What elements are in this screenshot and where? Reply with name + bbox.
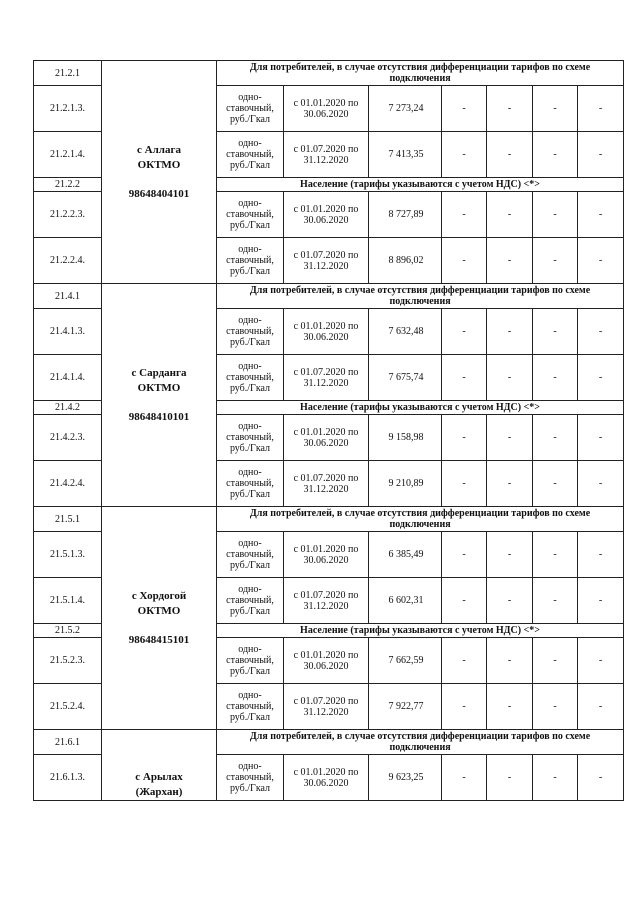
tariff-period: с 01.01.2020 по 30.06.2020 [284,755,369,801]
row-number: 21.4.1 [34,284,102,309]
tariff-value: 9 623,25 [369,755,442,801]
settlement-cell [102,61,217,284]
empty-cell: - [487,638,533,684]
row-number: 21.2.2.3. [34,192,102,238]
empty-cell: - [487,355,533,401]
tariff-value: 9 210,89 [369,461,442,507]
row-number: 21.4.2.3. [34,415,102,461]
section-header: Для потребителей, в случае отсутствия дифференциации тарифов по схеме подключения [217,730,624,755]
tariff-value: 6 385,49 [369,532,442,578]
settlement-name: с Сарданга [131,366,187,379]
oktmo-code: 98648404101 [128,187,190,200]
tariff-table-page [33,60,623,801]
tariff-type: одно-ставочный, руб./Гкал [217,461,284,507]
settlement-name-alt: (Жархан) [135,786,183,798]
tariff-type: одно-ставочный, руб./Гкал [217,532,284,578]
row-number: 21.6.1.3. [34,755,102,801]
empty-cell: - [487,86,533,132]
tariff-period: с 01.07.2020 по 31.12.2020 [284,355,369,401]
empty-cell: - [487,132,533,178]
row-number: 21.5.2.3. [34,638,102,684]
empty-cell: - [533,532,578,578]
empty-cell: - [442,684,487,730]
empty-cell: - [487,755,533,801]
empty-cell: - [487,238,533,284]
tariff-period: с 01.01.2020 по 30.06.2020 [284,415,369,461]
empty-cell: - [442,578,487,624]
empty-cell: - [487,309,533,355]
empty-cell: - [578,238,624,284]
row-number: 21.2.2 [34,178,102,192]
empty-cell: - [487,684,533,730]
empty-cell: - [487,578,533,624]
empty-cell: - [578,355,624,401]
tariff-value: 7 413,35 [369,132,442,178]
settlement-cell [102,507,217,730]
oktmo-label: ОКТМО [137,381,181,394]
empty-cell: - [578,132,624,178]
section-header: Для потребителей, в случае отсутствия дифференциации тарифов по схеме подключения [217,284,624,309]
row-number: 21.4.2 [34,401,102,415]
row-number: 21.5.2 [34,624,102,638]
empty-cell: - [578,192,624,238]
empty-cell: - [578,578,624,624]
oktmo-label: ОКТМО [137,604,181,617]
empty-cell: - [442,309,487,355]
empty-cell: - [533,192,578,238]
empty-cell: - [487,415,533,461]
empty-cell: - [442,532,487,578]
tariff-period: с 01.07.2020 по 31.12.2020 [284,238,369,284]
tariff-value: 7 273,24 [369,86,442,132]
row-number: 21.4.1.3. [34,309,102,355]
empty-cell: - [442,755,487,801]
tariff-value: 6 602,31 [369,578,442,624]
empty-cell: - [442,638,487,684]
row-number: 21.5.1.3. [34,532,102,578]
section-header: Для потребителей, в случае отсутствия дифференциации тарифов по схеме подключения [217,61,624,86]
section-header: Для потребителей, в случае отсутствия дифференциации тарифов по схеме подключения [217,507,624,532]
tariff-type: одно-ставочный, руб./Гкал [217,86,284,132]
empty-cell: - [533,355,578,401]
section-header: Население (тарифы указываются с учетом НДС) <*> [217,624,624,638]
tariff-type: одно-ставочный, руб./Гкал [217,132,284,178]
empty-cell: - [578,532,624,578]
tariff-period: с 01.01.2020 по 30.06.2020 [284,532,369,578]
empty-cell: - [442,415,487,461]
empty-cell: - [487,461,533,507]
empty-cell: - [442,355,487,401]
oktmo-code: 98648410101 [128,410,190,423]
empty-cell: - [533,755,578,801]
empty-cell: - [442,132,487,178]
section-header: Население (тарифы указываются с учетом НДС) <*> [217,178,624,192]
row-number: 21.2.1 [34,61,102,86]
row-number: 21.4.1.4. [34,355,102,401]
tariff-type: одно-ставочный, руб./Гкал [217,238,284,284]
tariff-period: с 01.07.2020 по 31.12.2020 [284,461,369,507]
tariff-table [33,60,624,801]
tariff-value: 7 662,59 [369,638,442,684]
tariff-type: одно-ставочный, руб./Гкал [217,578,284,624]
tariff-period: с 01.01.2020 по 30.06.2020 [284,638,369,684]
row-number: 21.4.2.4. [34,461,102,507]
table-row [34,284,624,309]
tariff-type: одно-ставочный, руб./Гкал [217,355,284,401]
tariff-period: с 01.07.2020 по 31.12.2020 [284,684,369,730]
empty-cell: - [578,638,624,684]
tariff-type: одно-ставочный, руб./Гкал [217,755,284,801]
tariff-type: одно-ставочный, руб./Гкал [217,309,284,355]
tariff-type: одно-ставочный, руб./Гкал [217,192,284,238]
empty-cell: - [578,461,624,507]
empty-cell: - [487,532,533,578]
tariff-type: одно-ставочный, руб./Гкал [217,684,284,730]
table-row [34,61,624,86]
empty-cell: - [533,578,578,624]
settlement-name: с Хордогой [131,589,187,602]
empty-cell: - [442,461,487,507]
section-header: Население (тарифы указываются с учетом НДС) <*> [217,401,624,415]
empty-cell: - [442,238,487,284]
empty-cell: - [533,415,578,461]
tariff-type: одно-ставочный, руб./Гкал [217,415,284,461]
tariff-period: с 01.01.2020 по 30.06.2020 [284,309,369,355]
row-number: 21.5.1 [34,507,102,532]
row-number: 21.6.1 [34,730,102,755]
empty-cell: - [578,755,624,801]
row-number: 21.2.2.4. [34,238,102,284]
oktmo-label: ОКТМО [137,158,181,171]
empty-cell: - [578,86,624,132]
row-number: 21.2.1.3. [34,86,102,132]
row-number: 21.2.1.4. [34,132,102,178]
empty-cell: - [442,86,487,132]
table-row [34,507,624,532]
tariff-value: 7 675,74 [369,355,442,401]
row-number: 21.5.2.4. [34,684,102,730]
row-number: 21.5.1.4. [34,578,102,624]
tariff-value: 7 632,48 [369,309,442,355]
empty-cell: - [533,309,578,355]
empty-cell: - [533,238,578,284]
tariff-value: 8 727,89 [369,192,442,238]
settlement-cell [102,730,217,801]
settlement-name: с Аллага [137,143,181,156]
empty-cell: - [533,461,578,507]
empty-cell: - [578,684,624,730]
tariff-period: с 01.01.2020 по 30.06.2020 [284,86,369,132]
empty-cell: - [533,86,578,132]
empty-cell: - [578,415,624,461]
empty-cell: - [442,192,487,238]
tariff-value: 7 922,77 [369,684,442,730]
empty-cell: - [533,638,578,684]
settlement-cell [102,284,217,507]
oktmo-code: 98648415101 [128,633,190,646]
tariff-value: 8 896,02 [369,238,442,284]
tariff-value: 9 158,98 [369,415,442,461]
tariff-type: одно-ставочный, руб./Гкал [217,638,284,684]
tariff-period: с 01.07.2020 по 31.12.2020 [284,578,369,624]
empty-cell: - [533,684,578,730]
table-row [34,730,624,755]
empty-cell: - [487,192,533,238]
empty-cell: - [578,309,624,355]
tariff-period: с 01.07.2020 по 31.12.2020 [284,132,369,178]
settlement-name: с Арылах [135,771,183,783]
empty-cell: - [533,132,578,178]
tariff-period: с 01.01.2020 по 30.06.2020 [284,192,369,238]
